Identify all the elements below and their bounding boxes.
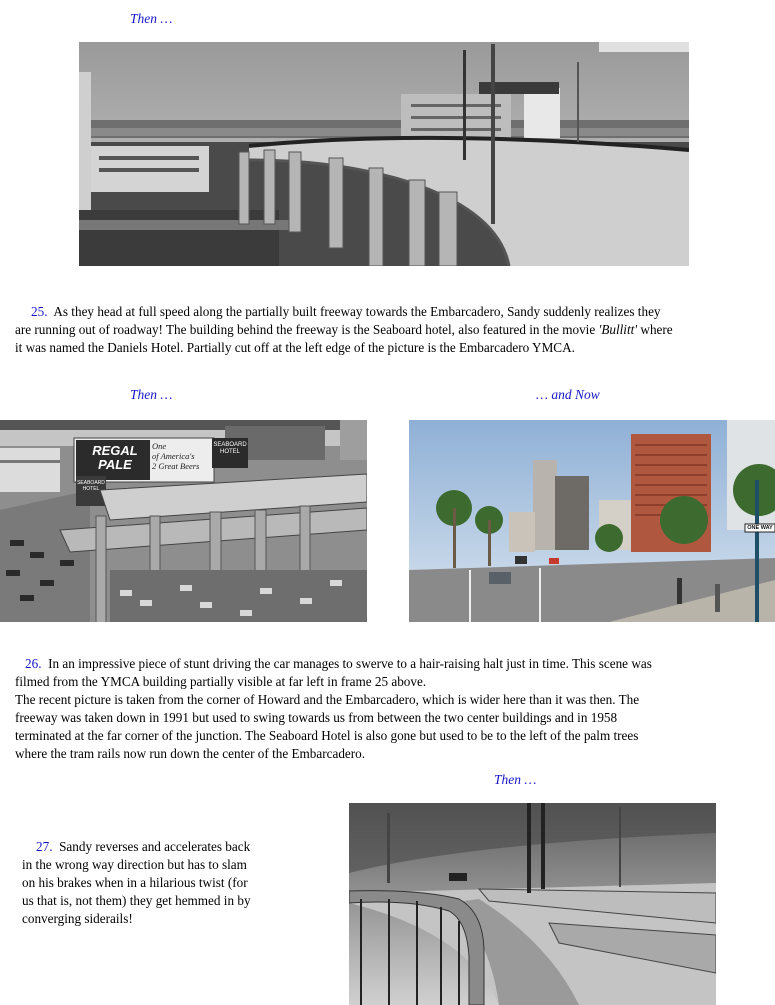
line	[15, 709, 775, 727]
then-label-26: Then …	[130, 387, 173, 402]
text: In an impressive piece of stunt driving the car manages to swerve to a hair-raising halt just in time. This scene was	[48, 656, 652, 671]
line	[15, 745, 775, 763]
then-label-25: Then …	[130, 11, 173, 26]
paragraph-27	[22, 838, 322, 928]
paragraph-25	[15, 303, 775, 357]
text: As they head at full speed along the partially built freeway towards the Embarcadero, Sandy suddenly realizes they	[53, 304, 661, 319]
billboard-brand	[80, 444, 150, 472]
frame-number: 27.	[36, 839, 53, 854]
line	[15, 321, 775, 339]
line	[22, 856, 322, 874]
then-label-27: Then …	[494, 772, 537, 787]
slogan-line: of America's	[152, 451, 195, 461]
one-way-sign: ONE WAY	[747, 525, 773, 531]
now-label-26: … and Now	[536, 387, 600, 402]
hotel-sign	[213, 442, 247, 456]
line	[15, 655, 775, 673]
line	[22, 874, 322, 892]
line	[22, 838, 322, 856]
text: it was named the Daniels Hotel. Partially cut off at the left edge of the picture is the Embarcadero YMCA.	[15, 340, 575, 355]
text: converging siderails!	[22, 911, 133, 926]
billboard-slogan	[152, 441, 212, 471]
text: terminated at the far corner of the junction. The Seaboard Hotel is also gone but used to be to the left of the palm trees	[15, 728, 639, 743]
small-hotel-sign	[76, 480, 106, 492]
sign-line: SEABOARD	[213, 442, 247, 448]
brand-line: PALE	[98, 457, 132, 472]
line	[15, 339, 775, 357]
frame-number: 26.	[25, 656, 42, 671]
line	[15, 303, 775, 321]
sign-line: SEABOARD	[77, 480, 105, 486]
line	[22, 910, 322, 928]
text: freeway was taken down in 1991 but used to swing towards us from between the two center buildings and in 1958	[15, 710, 618, 725]
slogan-line: One	[152, 441, 167, 451]
slogan-line: 2 Great Beers	[152, 461, 200, 471]
text: Sandy reverses and accelerates back	[59, 839, 251, 854]
text: where the tram rails now run down the center of the Embarcadero.	[15, 746, 366, 761]
text: in the wrong way direction but has to slam	[22, 857, 247, 872]
siderails-photo-27	[349, 803, 716, 1005]
then-photo-26	[0, 420, 367, 622]
sign-line: HOTEL	[82, 486, 100, 492]
text: are running out of roadway! The building behind the freeway is the Seaboard hotel, also featured in the movie	[15, 322, 599, 337]
line	[15, 727, 775, 745]
text: filmed from the YMCA building partially visible at far left in frame 25 above.	[15, 674, 427, 689]
line	[15, 673, 775, 691]
brand-line: REGAL	[92, 443, 138, 458]
text: The recent picture is taken from the corner of Howard and the Embarcadero, which is wider here than it was then. The	[15, 692, 640, 707]
sign-line: HOTEL	[219, 449, 240, 455]
line	[22, 892, 322, 910]
frame-number: 25.	[31, 304, 48, 319]
now-photo-26	[409, 420, 775, 622]
movie-title: 'Bullitt'	[598, 322, 638, 337]
freeway-photo-25	[79, 42, 689, 266]
text: on his brakes when in a hilarious twist (for	[22, 875, 248, 890]
line	[15, 691, 775, 709]
text: us that is, not them) they get hemmed in by	[22, 893, 251, 908]
text: where	[637, 322, 673, 337]
paragraph-26	[15, 655, 775, 763]
